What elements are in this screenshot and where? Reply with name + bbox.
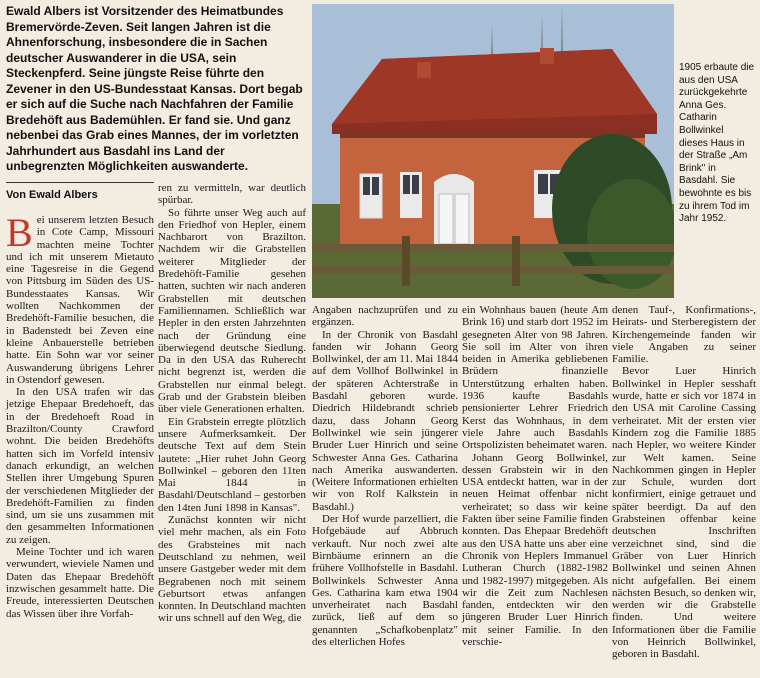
column-1: [6, 210, 154, 620]
drop-cap: B: [6, 210, 33, 255]
paragraph-text: ei unserem letzten Besuch in Cote Camp, Missouri machten meine Tochter und ich mit unserem Mietauto eine Tagesreise in die Gegend von Pittsburg im Süden des US-Bundesstaates Kansas. Wir wollten Nachkommen der Bredehöft-Familie besuchen, die in Badenstedt bei Zeven eine kleine Anbauerstelle betrieben hatte. Ein Sohn war vor seiner Auswanderung übrigens Lehrer in Ostendorf gewesen.: [6, 214, 154, 386]
house-illustration: [312, 4, 674, 298]
byline: Von Ewald Albers: [6, 182, 154, 201]
column-5: [612, 304, 756, 661]
paragraph: Ein Grabstein erregte plötzlich unsere Aufmerksamkeit. Der deutsche Text auf dem Stein lautete: „Hier ruhet John Georg Bollwinkel – geboren den 11ten Mai 1844 in Basdahl/Deutschland – gestorben den 14ten Juni 1898 in Kansas".: [158, 415, 306, 514]
paragraph: So führte unser Weg auch auf den Friedhof von Hepler, einem Nachbarort von Brazilton. Nachdem wir die Grabstellen weiterer Mitglieder der Bredehöft-Familie gesehen hatten, suchten wir nach anderen Grabstellen mit deutschen Familiennamen. Schließlich war Hepler in den ersten Jahrzehnten nach der Gründung eine überwiegend deutsche Siedlung. Da in den USA das Ruherecht nicht begrenzt ist, werden die Grabstellen nur einmal belegt. Grab und der Grabstein bleiben über viele Generationen erhalten.: [158, 206, 306, 416]
paragraph: Der Hof wurde parzelliert, die Hofgebäude auf Abbruch verkauft. Nur noch zwei alte Birnbäume erinnern an die frühere Vollhofstelle in Basdahl. Bollwinkels Schwester Anna Ges. Catharina kam etwa 1904 unverheiratet nach Basdahl zurück, ließ auf dem so genannten „Schafkobenplatz" des elterlichen Hofes: [312, 513, 458, 649]
paragraph: In der Chronik von Basdahl fanden wir Johann Georg Bollwinkel, der am 11. Mai 1844 auf dem Vollhof Bollwinkel in der späteren Achterstraße in Basdahl geboren wurde. Diedrich Hildebrandt schrieb dazu, dass Johann Georg Bollwinkel wie sein jüngerer Bruder Luer Hinrich und seine Schwester Anna Ges. Catharina nach Amerika auswanderten. (Weitere Informationen erhielten wir von Rolf Kalkstein in Basdahl.): [312, 328, 458, 513]
paragraph: Bevor Luer Hinrich Bollwinkel in Hepler sesshaft wurde, hatte er sich vor 1874 in den USA mit Caroline Cassing verheiratet. Mit der ersten vier Kindern zog die Familie 1885 nach Hepler, wo weitere Kinder zur Welt kamen. Seine Nachkommen gingen in Hepler zur Schule, wurden dort konfirmiert, einige getrauet und später beerdigt. Da auf den Grabsteinen offenbar keine deutschen Inschriften verzeichnet sind, sind die Gräber von Luer Hinrich Bollwinkel und seinen Ahnen nicht aufgefallen. Bei einem nächsten Besuch, so denken wir, werden wir die Grabstelle finden. Und weitere Informationen über die Familie von Heinrich Bollwinkel, geboren in Basdahl.: [612, 365, 756, 661]
house-photo: [312, 4, 674, 298]
paragraph: In den USA trafen wir das jetzige Ehepaar Bredehoeft, das in der Bredehoeft Road in Brazilton/County Crawford wohnt. Die beiden Bredehöfts hatten sich im Vorfeld intensiv danach erkundigt, an welchen Stellen ihrer Umgebung Spuren der verschiedenen Mitglieder der Bredehöft-Familien zu finden sind, um sie uns zusammen mit den gesammelten Informationen zu zeigen.: [6, 386, 154, 546]
column-4: [462, 304, 608, 648]
paragraph: ein Wohnhaus bauen (heute Am Brink 16) und starb dort 1952 im gesegneten Alter von 98 Jahren. Sie soll im Alter von ihren beiden in Amerika gebliebenen Brüdern finanzielle Unterstützung erhalten haben. 1936 kaufte Basdahls pensionierter Lehrer Friedrich Kerst das Wohnhaus, in dem viele Jahre auch Basdahls Ortspolizisten beheimatet waren.: [462, 304, 608, 452]
paragraph: Angaben nachzuprüfen und zu ergänzen.: [312, 304, 458, 329]
paragraph: Zunächst konnten wir nicht viel mehr machen, als ein Foto des Grabsteines mit nach Deutschland zu nehmen, weil unsere Gastgeber weder mit dem Begrabenen noch mit seinem Geburtsort etwas anfangen konnten. In Deutschland machten wir uns schnell auf den Weg, die: [158, 514, 306, 625]
paragraph: Meine Tochter und ich waren verwundert, wieviele Namen und Daten das Ehepaar Bredehöft inzwischen gesammelt hatte. Die Freude, interessierten Deutschen das Wissen über ihre Vorfah-: [6, 546, 154, 620]
paragraph: denen Tauf-, Konfirmations-, Heirats- und Sterberegistern der Kirchengemeinde fanden wir viele Angaben zu seiner Familie.: [612, 304, 756, 366]
lead-text: Ewald Albers ist Vorsitzender des Heimatbundes Bremervörde-Zeven. Seit langen Jahren ist die Ahnenforschung, insbesondere die in Sachen deutscher Auswanderer in die USA, sein Steckenpferd. Seine jüngste Reise führte den Zevener in den US-Bundesstaat Kansas. Dort begab er sich auf die Suche nach Nachfahren der Familie Bredehöft aus Bademühlen. Er fand sie. Und ganz nebenbei das Grab eines Mannes, der im vorletzten Jahrhundert aus Basdahl ins Land der unbegrenzten Möglichkeiten auswanderte.: [6, 4, 303, 173]
lead-paragraph: [6, 4, 306, 175]
paragraph: ren zu vermitteln, war deutlich spürbar.: [158, 182, 306, 207]
column-3: [312, 304, 458, 648]
paragraph: Johann Georg Bollwinkel, dessen Grabstein wir in den USA entdeckt hatten, war in der neuen Heimat offenbar nicht verheiratet; so dass wir keine Fakten über seine Familie finden konnten. Das Ehepaar Bredehöft aus den USA hatte uns aber eine Chronik von Heplers Immanuel Lutheran Church (1882-1982 und 1982-1997) mitgegeben. Als wir die Zeit zum Nachlesen fanden, entdeckten wir den jüngeren Bruder Luer Hinrich mit seiner Familie. In den verschie-: [462, 451, 608, 649]
column-2: [158, 182, 306, 625]
paragraph: [6, 210, 154, 386]
photo-caption: 1905 erbaute die aus den USA zurückgekehrte Anna Ges. Catharin Bollwinkel dieses Haus in der Straße „Am Brink" in Basdahl. Sie bewohnte es bis zu ihrem Tod im Jahr 1952.: [679, 62, 755, 225]
